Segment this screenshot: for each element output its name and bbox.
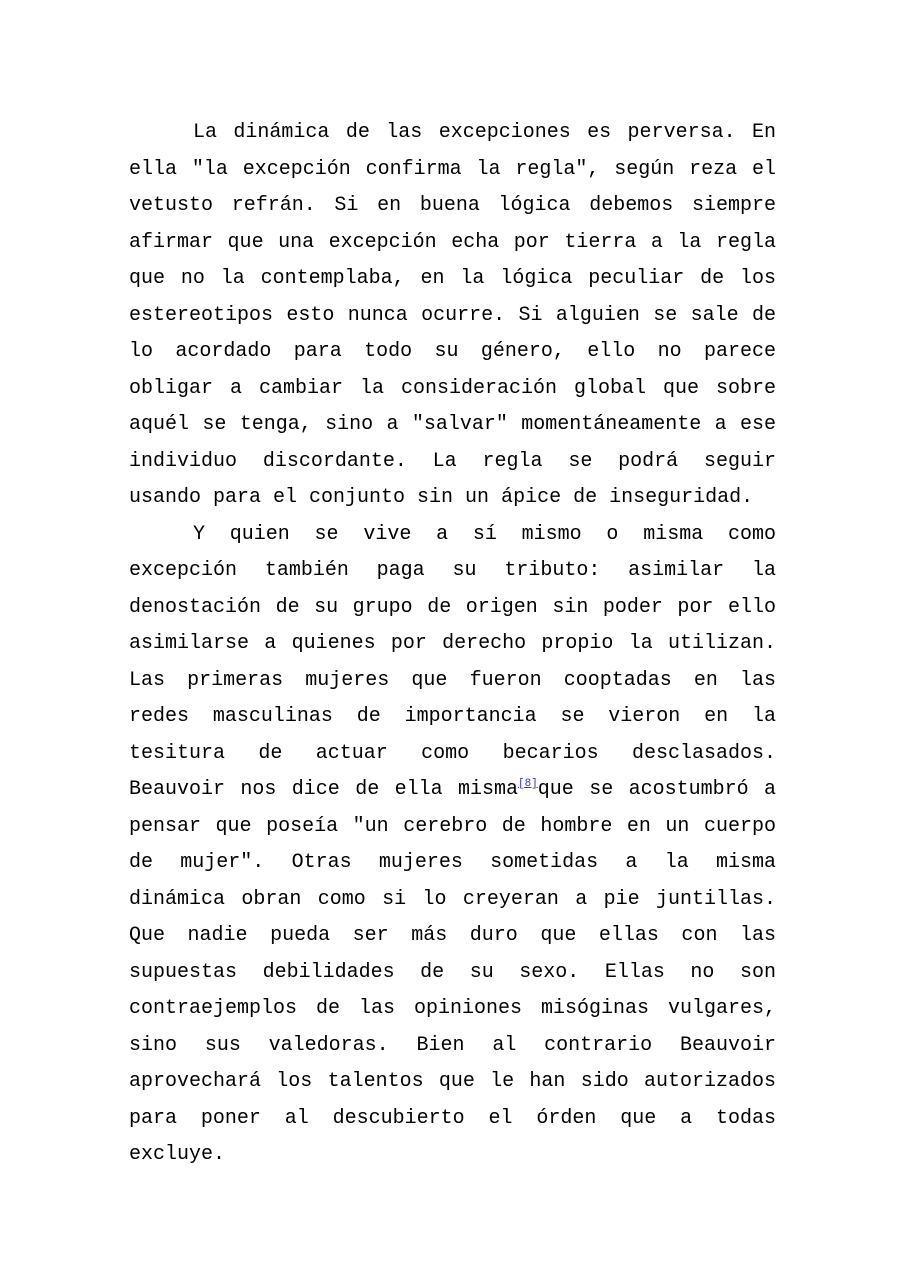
text-line: estereotipos esto nunca ocurre. Si alguien se sale de — [129, 303, 776, 327]
text-line: ella "la excepción confirma la regla", según reza el — [129, 157, 776, 181]
text-line: excepción también paga su tributo: asimilar la — [129, 559, 776, 582]
text-line: usando para el conjunto sin un ápice de inseguridad. — [129, 486, 754, 509]
text-line: La dinámica de las excepciones es perversa. En — [193, 121, 776, 144]
text-line: Y quien se vive a sí mismo o misma como — [193, 522, 776, 546]
text-line: para poner al descubierto el órden que a todas — [129, 1106, 776, 1130]
text-line: que no la contemplaba, en la lógica peculiar de los — [129, 267, 776, 290]
text-line: obligar a cambiar la consideración global que sobre — [129, 376, 776, 400]
document-page — [129, 115, 776, 1174]
text-line: redes masculinas de importancia se vieron en la — [129, 705, 776, 728]
text-line: individuo discordante. La regla se podrá seguir — [129, 449, 776, 473]
text-line: Que nadie pueda ser más duro que ellas con las — [129, 924, 776, 947]
text-line: excluye. — [129, 1143, 226, 1166]
paragraph-1 — [129, 115, 776, 517]
text-line: supuestas debilidades de su sexo. Ellas no son — [129, 960, 776, 984]
text-line: asimilarse a quienes por derecho propio la utilizan. — [129, 632, 776, 655]
text-line: aprovechará los talentos que le han sido autorizados — [129, 1070, 776, 1093]
text-line: tesitura de actuar como becarios desclasados. — [129, 741, 776, 765]
text-line: pensar que poseía "un cerebro de hombre en un cuerpo — [129, 814, 776, 838]
text-line: sino sus valedoras. Bien al contrario Beauvoir — [129, 1033, 776, 1057]
footnote-link[interactable]: [8] — [517, 778, 538, 790]
text-line: de mujer". Otras mujeres sometidas a la misma — [129, 851, 776, 874]
paragraph-2 — [129, 517, 776, 1174]
text-line: Las primeras mujeres que fueron cooptadas en las — [129, 668, 776, 692]
text-line: dinámica obran como si lo creyeran a pie juntillas. — [129, 887, 776, 911]
text-line: vetusto refrán. Si en buena lógica debemos siempre — [129, 194, 776, 217]
text-line: afirmar que una excepción echa por tierra a la regla — [129, 230, 776, 254]
text-segment: que se acostumbró a — [537, 778, 776, 801]
text-line: contraejemplos de las opiniones misóginas vulgares, — [129, 997, 776, 1020]
text-line-with-footnote — [129, 772, 776, 809]
text-line: aquél se tenga, sino a "salvar" momentáneamente a ese — [129, 413, 776, 436]
text-line: denostación de su grupo de origen sin poder por ello — [129, 595, 776, 619]
text-line: lo acordado para todo su género, ello no parece — [129, 340, 776, 363]
text-segment: Beauvoir nos dice de ella misma — [129, 778, 518, 801]
